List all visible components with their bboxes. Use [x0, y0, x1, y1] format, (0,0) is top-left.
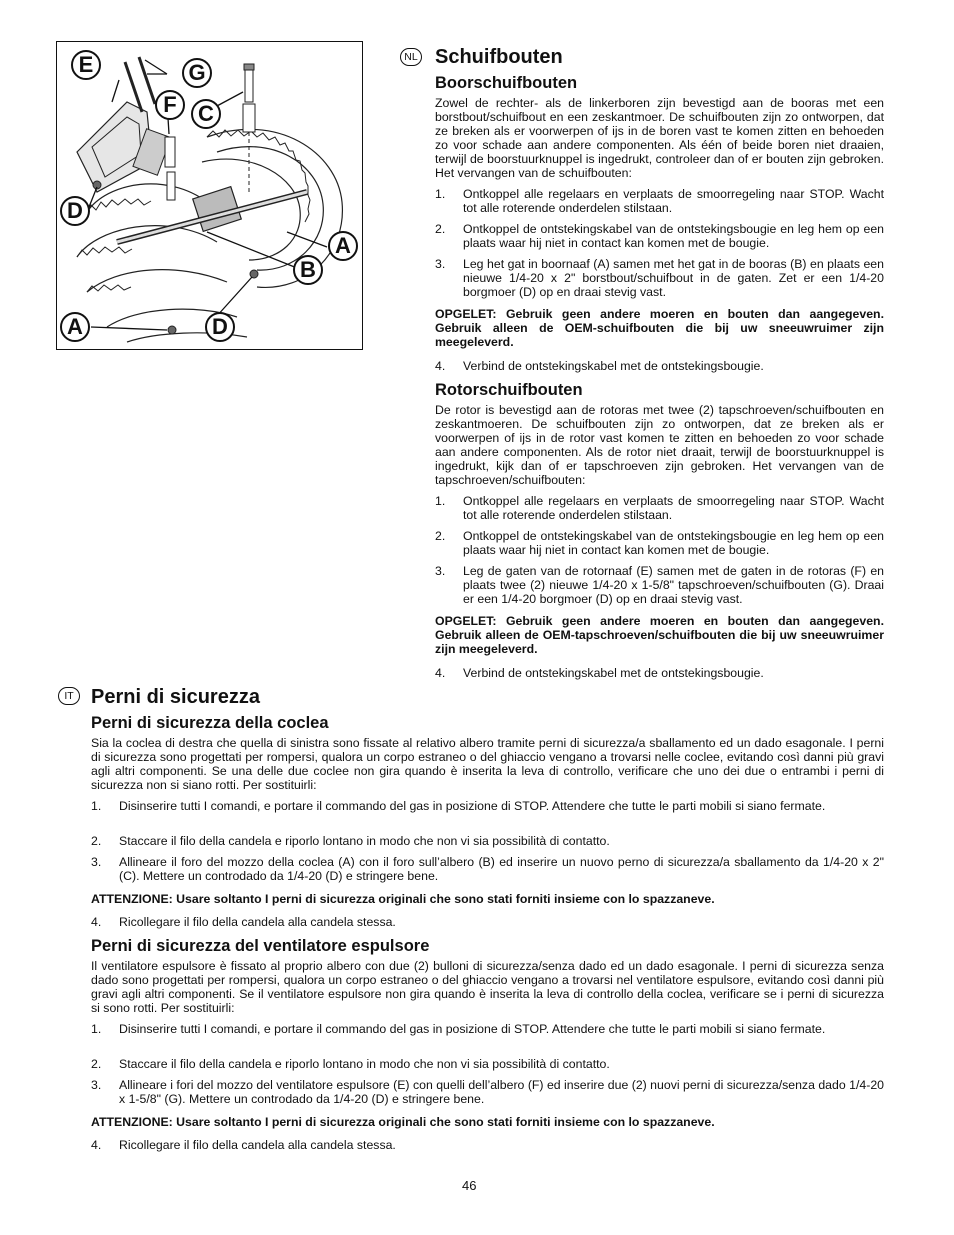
callout-d: D	[60, 196, 90, 226]
list-item: 1. Ontkoppel alle regelaars en verplaats de smoorregeling naar STOP. Wacht tot alle roterende onderdelen stilstaan.	[435, 494, 884, 522]
list-item: 3. Allineare i fori del mozzo del ventilatore espulsore (E) con quelli dell’albero (F) ed inserire due (2) nuovi perni di sicurezza/senza dado 1/4-20 x 1-5/8" (G). Mettere un controdado da 1/4-20 (D) e stringere bene.	[91, 1078, 884, 1106]
page-number: 46	[462, 1178, 477, 1193]
subsection-heading-impeller-it: Perni di sicurezza del ventilatore espulsore	[91, 937, 430, 955]
section-title-it: Perni di sicurezza	[91, 686, 260, 708]
paragraph-rotor-intro-nl: De rotor is bevestigd aan de rotoras met twee (2) tapschroeven/schuifbouten en zeskantmoeren. De schuifbouten zijn zo ontworpen, dat ze breken als er voorwerpen of ijs in de rotor vast komen te zitten en behoeden zo voor schade aan andere componenten. Als de rotor niet draait, terwijl de boorstuurknuppel is ingedrukt, kijk dan of er tapschroeven zijn gebroken. Het vervangen van de tapschroeven/schuifbouten:	[435, 403, 884, 487]
list-item: 4. Ricollegare il filo della candela alla candela stessa.	[91, 1138, 396, 1152]
list-item: 4. Verbind de ontstekingskabel met de ontstekingsbougie.	[435, 666, 764, 680]
list-item: 1. Disinserire tutti I comandi, e portare il commando del gas in posizione di STOP. Attendere che tutte le parti mobili si siano fermate.	[91, 799, 826, 813]
callout-g: G	[182, 58, 212, 88]
list-item: 2. Ontkoppel de ontstekingskabel van de ontstekingsbougie en leg hem op een plaats waar hij niet in contact kan komen met de bougie.	[435, 222, 884, 250]
callout-c: C	[191, 99, 221, 129]
callout-e: E	[71, 50, 101, 80]
callout-d: D	[205, 312, 235, 342]
list-item: 3. Leg de gaten van de rotornaaf (E) samen met de gaten in de rotoras (F) en plaats twee (2) nieuwe 1/4-20 x 1-5/8" tapschroeven/schuifbouten (G). Draai er een 1/4-20 borgmoer (D) op en draai stevig vast.	[435, 564, 884, 606]
callout-b: B	[293, 255, 323, 285]
list-item: 4. Verbind de ontstekingskabel met de ontstekingsbougie.	[435, 359, 764, 373]
list-item: 2. Staccare il filo della candela e riporlo lontano in modo che non vi sia possibilità di contatto.	[91, 1057, 610, 1071]
subsection-heading-auger-it: Perni di sicurezza della coclea	[91, 714, 329, 732]
subsection-heading-rotor-nl: Rotorschuifbouten	[435, 381, 583, 399]
paragraph-auger-intro-it: Sia la coclea di destra che quella di sinistra sono fissate al relativo albero tramite perni di sicurezza/a sballamento ed un dado esagonale. I perni di sicurezza sono progettati per rompersi, qualora un corpo estraneo o del ghiaccio vengano a trovarsi nelle coclee, evitando così danni più gravi agli altri componenti. Se una delle due coclee non gira quando è inserita la leva di controllo, verificare che uno dei due o entrambi i perni di sicurezza non si siano rotti. Per sostituirli:	[91, 736, 884, 792]
list-item: 4. Ricollegare il filo della candela alla candela stessa.	[91, 915, 396, 929]
list-item: 3. Leg het gat in boornaaf (A) samen met het gat in de booras (B) en plaats een nieuwe 1/4-20 x 2" borstbout/schuifbout in de gaten. Zet er een 1/4-20 borgmoer (D) op en draai stevig vast.	[435, 257, 884, 299]
language-tag-it: IT	[58, 687, 80, 705]
language-tag-nl: NL	[400, 48, 422, 66]
subsection-heading-auger-nl: Boorschuifbouten	[435, 74, 578, 92]
paragraph-auger-intro-nl: Zowel de rechter- als de linkerboren zijn bevestigd aan de booras met een borstbout/schuifbout en een zeskantmoer. De schuifbouten zijn zo ontworpen, dat ze breken als er voorwerpen of ijs in de boren vast te komen zitten en behoeden zo voor schade aan andere componenten. Als één of beide boren niet draaien, terwijl de boorstuurknuppel is ingedrukt, controleer dan of er bouten zijn gebroken. Het vervangen van de schuifbouten:	[435, 96, 884, 180]
auger-exploded-drawing	[57, 42, 363, 350]
list-item: 1. Disinserire tutti I comandi, e portare il commando del gas in posizione di STOP. Attendere che tutte le parti mobili si siano fermate.	[91, 1022, 826, 1036]
section-title-nl: Schuifbouten	[435, 46, 563, 68]
callout-a: A	[328, 231, 358, 261]
warning-auger-it: ATTENZIONE: Usare soltanto I perni di sicurezza originali che sono stati forniti insieme con lo spazzaneve.	[91, 892, 715, 906]
list-item: 2. Ontkoppel de ontstekingskabel van de ontstekingsbougie en leg hem op een plaats waar hij niet in contact kan komen met de bougie.	[435, 529, 884, 557]
shear-bolt-illustration	[56, 41, 363, 350]
warning-auger-nl: OPGELET: Gebruik geen andere moeren en bouten dan aangegeven. Gebruik alleen de OEM-schuifbouten die bij uw sneeuwruimer zijn meegeleverd.	[435, 307, 884, 349]
callout-a: A	[60, 312, 90, 342]
paragraph-impeller-intro-it: Il ventilatore espulsore è fissato al proprio albero con due (2) bulloni di sicurezza/senza dado ed un dado esagonale. I perni di sicurezza senza dado sono progettati per rompersi, qualora un corpo estraneo o del ghiaccio vengano a trovarsi nel ventilatore espulsore, evitando così danni più gravi agli altri componenti. Se il ventilatore espulsore non gira quando è inserita la leva di controllo della coclea, verificare se i perni di sicurezza si sono rotti. Per sostituirli:	[91, 959, 884, 1015]
list-item: 1. Ontkoppel alle regelaars en verplaats de smoorregeling naar STOP. Wacht tot alle roterende onderdelen stilstaan.	[435, 187, 884, 215]
warning-impeller-it: ATTENZIONE: Usare soltanto I perni di sicurezza originali che sono stati forniti insieme con lo spazzaneve.	[91, 1115, 715, 1129]
list-item: 2. Staccare il filo della candela e riporlo lontano in modo che non vi sia possibilità di contatto.	[91, 834, 610, 848]
callout-f: F	[155, 90, 185, 120]
warning-rotor-nl: OPGELET: Gebruik geen andere moeren en bouten dan aangegeven. Gebruik alleen de OEM-tapschroeven/schuifbouten die bij uw sneeuwruimer zijn meegeleverd.	[435, 614, 884, 656]
list-item: 3. Allineare il foro del mozzo della coclea (A) con il foro sull’albero (B) ed inserire un nuovo perno di sicurezza/a sballamento da 1/4-20 x 2" (C). Mettere un controdado da 1/4-20 (D) e stringere bene.	[91, 855, 884, 883]
